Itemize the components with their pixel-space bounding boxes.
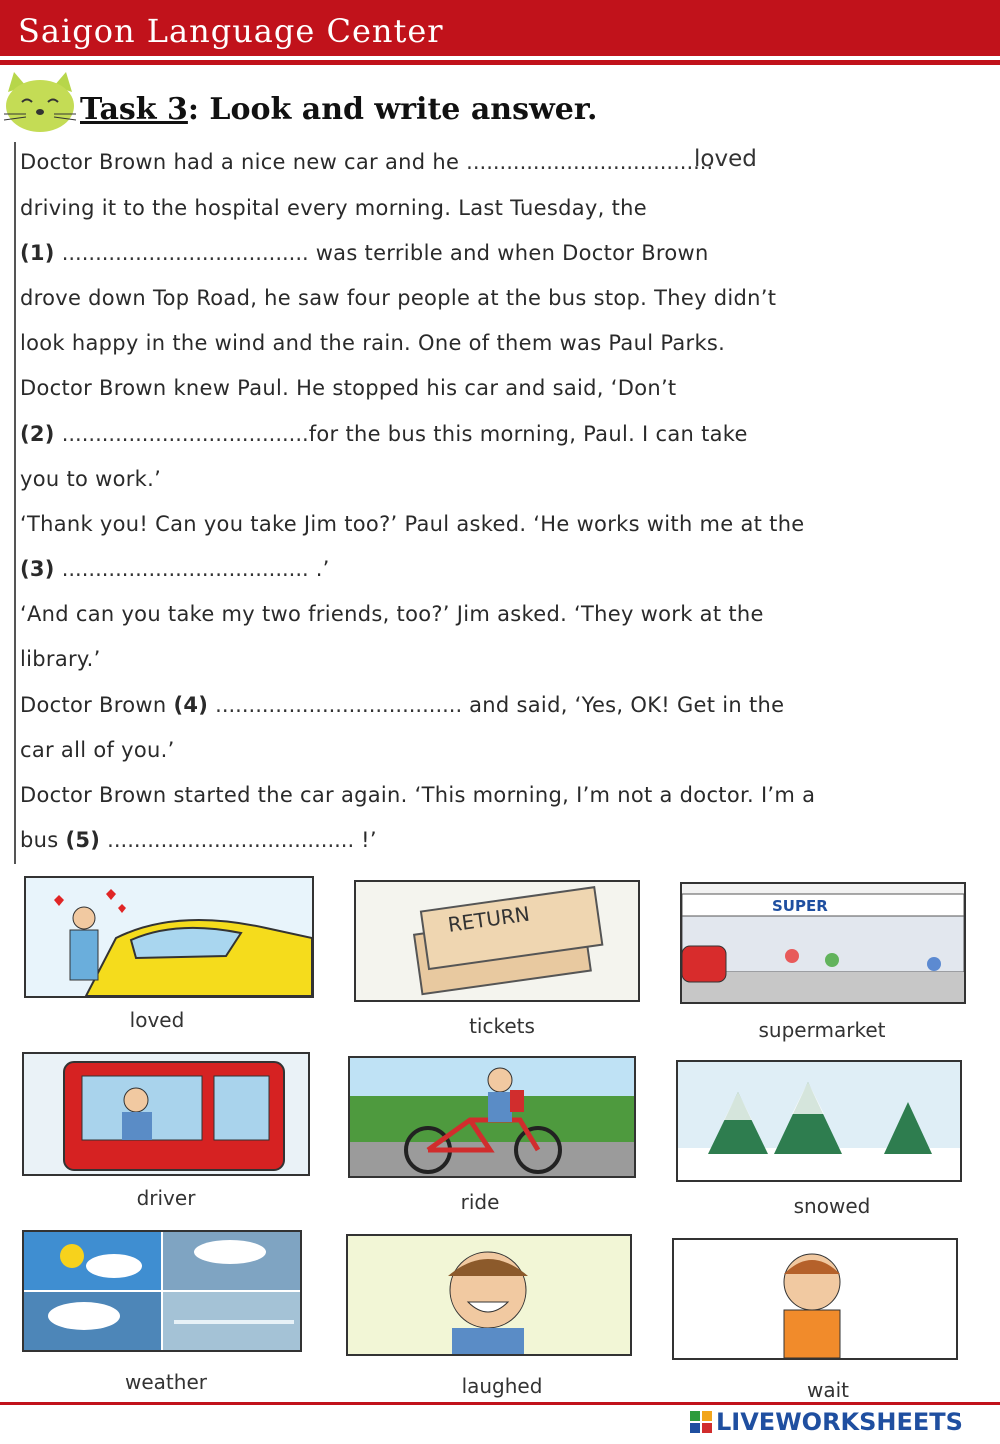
answer-blank-2[interactable]: ..................................... xyxy=(61,422,309,446)
weather-illustration xyxy=(24,1232,300,1350)
task-label: Task 3 xyxy=(80,92,188,127)
passage-line-6: (2) .....................................for the bus this morning, Paul. I can take xyxy=(20,422,748,446)
passage-line-10: ‘And can you take my two friends, too?’ Jim asked. ‘They work at the xyxy=(20,602,764,626)
passage-line-3: drove down Top Road, he saw four people at the bus stop. They didn’t xyxy=(20,286,777,310)
caption-supermarket: supermarket xyxy=(758,1018,886,1042)
bus-driver-illustration xyxy=(24,1054,308,1174)
caption-ride: ride xyxy=(460,1190,500,1214)
picture-driver xyxy=(22,1052,310,1176)
bicycle-ride-illustration xyxy=(350,1058,634,1176)
caption-snowed: snowed xyxy=(793,1194,871,1218)
caption-tickets: tickets xyxy=(469,1014,535,1038)
picture-loved xyxy=(24,876,314,998)
passage-line-4: look happy in the wind and the rain. One of them was Paul Parks. xyxy=(20,331,726,355)
picture-weather xyxy=(22,1230,302,1352)
picture-tickets xyxy=(354,880,640,1002)
passage-line-9: (3) ..................................... .’ xyxy=(20,557,330,581)
picture-gallery xyxy=(0,866,1000,1402)
caption-loved: loved xyxy=(129,1008,185,1032)
shop-sign: SUPER xyxy=(772,897,828,915)
header-rule xyxy=(0,60,1000,65)
header-title: Saigon Language Center xyxy=(18,12,444,50)
passage-line-11: library.’ xyxy=(20,647,101,671)
picture-laughed xyxy=(346,1234,632,1356)
passage-line-5: Doctor Brown knew Paul. He stopped his car and said, ‘Don’t xyxy=(20,376,677,400)
man-with-car-illustration xyxy=(26,878,312,996)
passage-line-12: Doctor Brown (4) ..................................... and said, ‘Yes, OK! Get in the xyxy=(20,693,785,717)
picture-ride xyxy=(348,1056,636,1178)
logo-text: LIVEWORKSHEETS xyxy=(716,1408,963,1436)
liveworksheets-logo[interactable] xyxy=(690,1405,963,1439)
passage-line-0: Doctor Brown had a nice new car and he ..................................... xyxy=(20,150,714,174)
answer-blank-1[interactable]: ..................................... xyxy=(61,241,309,265)
passage-line-14: Doctor Brown started the car again. ‘This morning, I’m not a doctor. I’m a xyxy=(20,783,816,807)
logo-grid-icon xyxy=(690,1411,712,1433)
passage-line-2: (1) ..................................... was terrible and when Doctor Brown xyxy=(20,241,709,265)
picture-snowed xyxy=(676,1060,962,1182)
passage-line-7: you to work.’ xyxy=(20,467,162,491)
answer-blank-loved[interactable]: ..................................... xyxy=(466,150,714,174)
passage-line-13: car all of you.’ xyxy=(20,738,175,762)
cat-mascot-icon xyxy=(0,70,80,136)
caption-wait: wait xyxy=(806,1378,849,1402)
reading-passage xyxy=(14,142,996,864)
supermarket-illustration xyxy=(682,884,964,1002)
laughing-man-illustration xyxy=(348,1236,630,1354)
picture-supermarket xyxy=(680,882,966,1004)
task-instruction: : Look and write answer. xyxy=(187,92,598,127)
passage-line-1: driving it to the hospital every morning. Last Tuesday, the xyxy=(20,196,647,220)
answer-prefilled: loved xyxy=(694,146,757,172)
answer-blank-3[interactable]: ..................................... xyxy=(61,557,309,581)
waiting-boy-illustration xyxy=(674,1240,956,1358)
caption-weather: weather xyxy=(125,1370,207,1394)
passage-line-15: bus (5) ..................................... !’ xyxy=(20,828,377,852)
page-header xyxy=(0,0,1000,56)
tickets-illustration xyxy=(356,882,638,1000)
snow-trees-illustration xyxy=(678,1062,960,1180)
ticket-label: RETURN xyxy=(446,901,532,937)
caption-laughed: laughed xyxy=(461,1374,543,1398)
picture-wait xyxy=(672,1238,958,1360)
answer-blank-5[interactable]: ..................................... xyxy=(107,828,355,852)
caption-driver: driver xyxy=(136,1186,196,1210)
task-title xyxy=(80,92,597,127)
answer-blank-4[interactable]: ..................................... xyxy=(215,693,463,717)
passage-line-8: ‘Thank you! Can you take Jim too?’ Paul asked. ‘He works with me at the xyxy=(20,512,805,536)
